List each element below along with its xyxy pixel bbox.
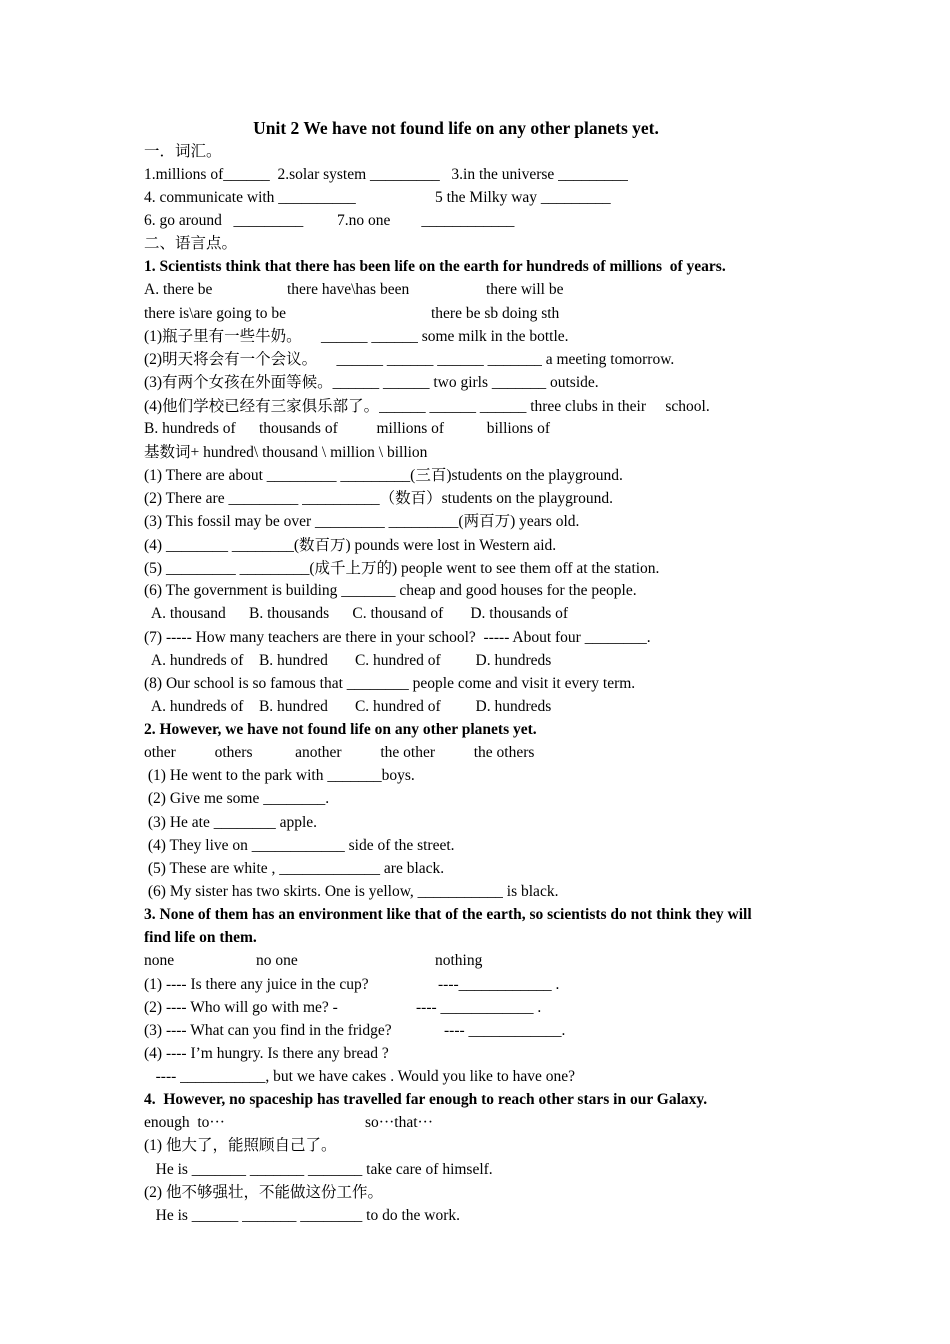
text-line: (4) They live on ____________ side of the street. bbox=[144, 837, 455, 854]
text-line: (6) The government is building _______ cheap and good houses for the people. bbox=[144, 582, 637, 599]
section-heading: find life on them. bbox=[144, 929, 257, 946]
text-line: none bbox=[144, 952, 175, 969]
text-line: (1) 他大了，能照顾自己了。 bbox=[144, 1137, 337, 1154]
text-line: ---- ___________, but we have cakes . Would you like to have one? bbox=[144, 1068, 576, 1085]
text-line: 4. communicate with __________ bbox=[144, 189, 356, 206]
text-line: there be sb doing sth bbox=[431, 305, 560, 322]
text-line: enough to··· bbox=[144, 1114, 225, 1131]
text-line: ---- ____________. bbox=[444, 1022, 566, 1039]
text-line: (1) He went to the park with _______boys. bbox=[144, 767, 415, 784]
text-line: 基数词+ hundred\ thousand \ million \ billion bbox=[144, 444, 428, 461]
text-line: other others another the other the others bbox=[144, 744, 535, 761]
text-line: (1) There are about _________ _________(三百)students on the playground. bbox=[144, 467, 623, 484]
text-line: no one bbox=[256, 952, 298, 969]
text-line: (2) 他不够强壮，不能做这份工作。 bbox=[144, 1184, 383, 1201]
text-line: A. hundreds of B. hundred C. hundred of D. hundreds bbox=[144, 652, 552, 669]
text-line: A. there be bbox=[144, 281, 213, 298]
text-line: (3) ---- What can you find in the fridge? bbox=[144, 1022, 392, 1039]
text-line: (2)明天将会有一个会议。 ______ ______ ______ _______ a meeting tomorrow. bbox=[144, 351, 675, 368]
text-line: (3)有两个女孩在外面等候。______ ______ two girls _______ outside. bbox=[144, 374, 599, 391]
text-line: He is _______ _______ _______ take care of himself. bbox=[144, 1161, 493, 1178]
text-line: there is\are going to be bbox=[144, 305, 287, 322]
text-line: 5 the Milky way _________ bbox=[435, 189, 611, 206]
text-line: (3) This fossil may be over _________ _________(两百万) years old. bbox=[144, 513, 580, 530]
text-line: (5) These are white , _____________ are black. bbox=[144, 860, 445, 877]
text-line: so···that··· bbox=[365, 1114, 433, 1131]
text-line: 7.no one ____________ bbox=[337, 212, 515, 229]
text-line: (4) ---- I’m hungry. Is there any bread ? bbox=[144, 1045, 389, 1062]
text-line: A. hundreds of B. hundred C. hundred of D. hundreds bbox=[144, 698, 552, 715]
text-line: (3) He ate ________ apple. bbox=[144, 814, 318, 831]
text-line: (5) _________ _________(成千上万的) people went to see them off at the station. bbox=[144, 560, 660, 577]
text-line: 二、语言点。 bbox=[144, 235, 238, 252]
text-line: nothing bbox=[435, 952, 483, 969]
section-heading: 4. However, no spaceship has travelled far enough to reach other stars in our Galaxy. bbox=[144, 1091, 708, 1108]
text-line: 一．词汇。 bbox=[144, 143, 222, 160]
text-line: (1)瓶子里有一些牛奶。 ______ ______ some milk in the bottle. bbox=[144, 328, 569, 345]
text-line: (2) Give me some ________. bbox=[144, 790, 330, 807]
text-line: (6) My sister has two skirts. One is yellow, ___________ is black. bbox=[144, 883, 559, 900]
text-line: (2) There are _________ __________（数百）students on the playground. bbox=[144, 490, 613, 507]
section-heading: 2. However, we have not found life on any other planets yet. bbox=[144, 721, 537, 738]
text-line: He is ______ _______ ________ to do the work. bbox=[144, 1207, 461, 1224]
section-heading: 3. None of them has an environment like that of the earth, so scientists do not think they will bbox=[144, 906, 752, 923]
text-line: (7) ----- How many teachers are there in your school? ----- About four ________. bbox=[144, 629, 651, 646]
text-line: (2) ---- Who will go with me? - bbox=[144, 999, 338, 1016]
text-line: (8) Our school is so famous that ________ people come and visit it every term. bbox=[144, 675, 636, 692]
text-line: there have\has been bbox=[287, 281, 410, 298]
text-line: (4)他们学校已经有三家俱乐部了。______ ______ ______ three clubs in their school. bbox=[144, 398, 710, 415]
page-title: Unit 2 We have not found life on any other planets yet. bbox=[253, 118, 659, 138]
text-line: ----____________ . bbox=[438, 976, 560, 993]
text-line: A. thousand B. thousands C. thousand of D. thousands of bbox=[144, 605, 569, 622]
text-line: (4) ________ ________(数百万) pounds were lost in Western aid. bbox=[144, 537, 557, 554]
text-line: B. hundreds of thousands of millions of billions of bbox=[144, 420, 551, 437]
section-heading: 1. Scientists think that there has been life on the earth for hundreds of millions of years. bbox=[144, 258, 726, 275]
text-line: 1.millions of______ 2.solar system _________ 3.in the universe _________ bbox=[144, 166, 628, 183]
text-line: there will be bbox=[486, 281, 564, 298]
text-line: 6. go around _________ bbox=[144, 212, 304, 229]
text-line: ---- ____________ . bbox=[416, 999, 542, 1016]
text-line: (1) ---- Is there any juice in the cup? bbox=[144, 976, 369, 993]
